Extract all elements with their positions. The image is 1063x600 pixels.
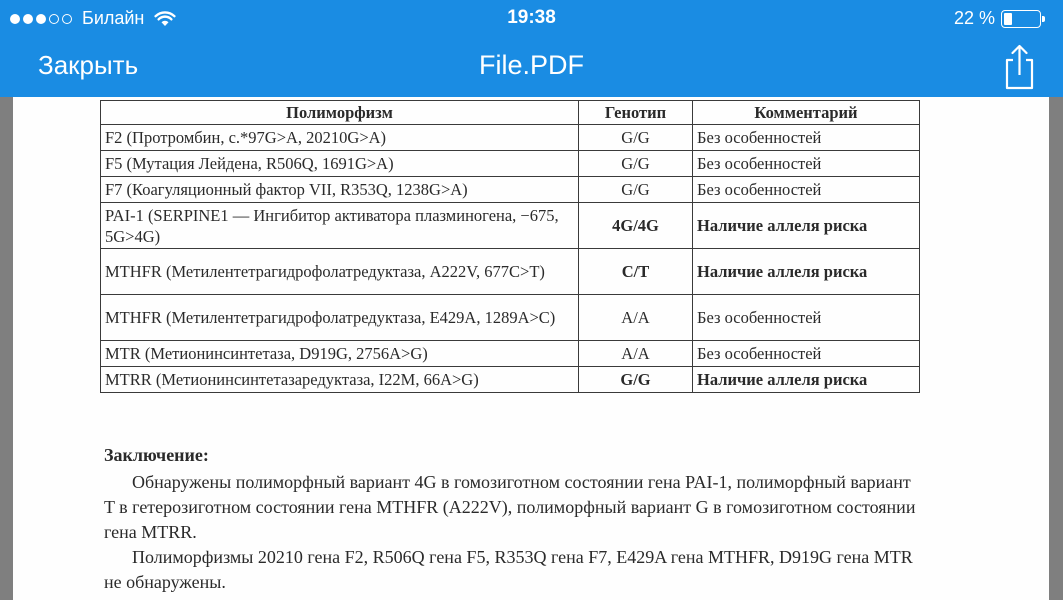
comment-cell: Наличие аллеля риска <box>693 203 920 249</box>
polymorphism-cell: F7 (Коагуляционный фактор VII, R353Q, 1238G>A) <box>101 177 579 203</box>
battery-icon <box>1001 10 1041 28</box>
status-time: 19:38 <box>507 7 556 28</box>
polymorphism-table <box>100 100 920 393</box>
genotype-cell: G/G <box>579 177 693 203</box>
genotype-cell: G/G <box>579 125 693 151</box>
table-row <box>101 203 920 249</box>
header-genotype: Генотип <box>579 101 693 125</box>
comment-cell: Без особенностей <box>693 125 920 151</box>
conclusion-section <box>104 443 924 595</box>
table-row <box>101 151 920 177</box>
battery-nub <box>1042 16 1045 22</box>
table-row <box>101 177 920 203</box>
top-bar <box>0 0 1063 97</box>
header-polymorphism: Полиморфизм <box>101 101 579 125</box>
status-bar <box>0 0 1063 38</box>
table-row <box>101 125 920 151</box>
genotype-cell: 4G/4G <box>579 203 693 249</box>
genotype-cell: A/A <box>579 295 693 341</box>
comment-cell: Без особенностей <box>693 341 920 367</box>
conclusion-heading: Заключение: <box>104 445 209 465</box>
comment-cell: Наличие аллеля риска <box>693 367 920 393</box>
table-row <box>101 249 920 295</box>
polymorphism-cell: MTR (Метионинсинтетаза, D919G, 2756A>G) <box>101 341 579 367</box>
polymorphism-cell: MTHFR (Метилентетрагидрофолатредуктаза, A222V, 677C>T) <box>101 249 579 295</box>
polymorphism-cell: F5 (Мутация Лейдена, R506Q, 1691G>A) <box>101 151 579 177</box>
table-row <box>101 295 920 341</box>
comment-cell: Наличие аллеля риска <box>693 249 920 295</box>
header-comment: Комментарий <box>693 101 920 125</box>
table-row <box>101 367 920 393</box>
genotype-cell: G/G <box>579 151 693 177</box>
polymorphism-cell: MTHFR (Метилентетрагидрофолатредуктаза, E429A, 1289A>C) <box>101 295 579 341</box>
table-row <box>101 341 920 367</box>
comment-cell: Без особенностей <box>693 177 920 203</box>
polymorphism-cell: PAI-1 (SERPINE1 — Ингибитор активатора плазминогена, −675, 5G>4G) <box>101 203 579 249</box>
polymorphism-cell: MTRR (Метионинсинтетазаредуктаза, I22M, 66A>G) <box>101 367 579 393</box>
status-right <box>954 8 1041 29</box>
genotype-cell: G/G <box>579 367 693 393</box>
table-header-row <box>101 101 920 125</box>
genotype-cell: C/T <box>579 249 693 295</box>
close-button[interactable]: Закрыть <box>38 50 139 80</box>
polymorphism-cell: F2 (Протромбин, c.*97G>A, 20210G>A) <box>101 125 579 151</box>
genotype-cell: A/A <box>579 341 693 367</box>
comment-cell: Без особенностей <box>693 151 920 177</box>
navigation-bar <box>0 38 1063 97</box>
comment-cell: Без особенностей <box>693 295 920 341</box>
document-title: File.PDF <box>478 50 584 80</box>
battery-level <box>1004 13 1012 25</box>
pdf-page[interactable] <box>13 97 1049 600</box>
carrier-name: Билайн <box>82 8 145 28</box>
conclusion-paragraph-2: Полиморфизмы 20210 гена F2, R506Q гена F5, R353Q гена F7, E429A гена MTHFR, D919G гена MTR не обнаружены. <box>104 547 913 592</box>
conclusion-paragraph-1: Обнаружены полиморфный вариант 4G в гомозиготном состоянии гена PAI-1, полиморфный вариант T в гетерозиготном состоянии гена MTHFR (A222V), полиморфный вариант G в гомозиготном состоянии гена MTRR. <box>104 472 916 542</box>
share-icon[interactable] <box>999 42 1039 92</box>
battery-percent: 22 % <box>953 8 995 28</box>
